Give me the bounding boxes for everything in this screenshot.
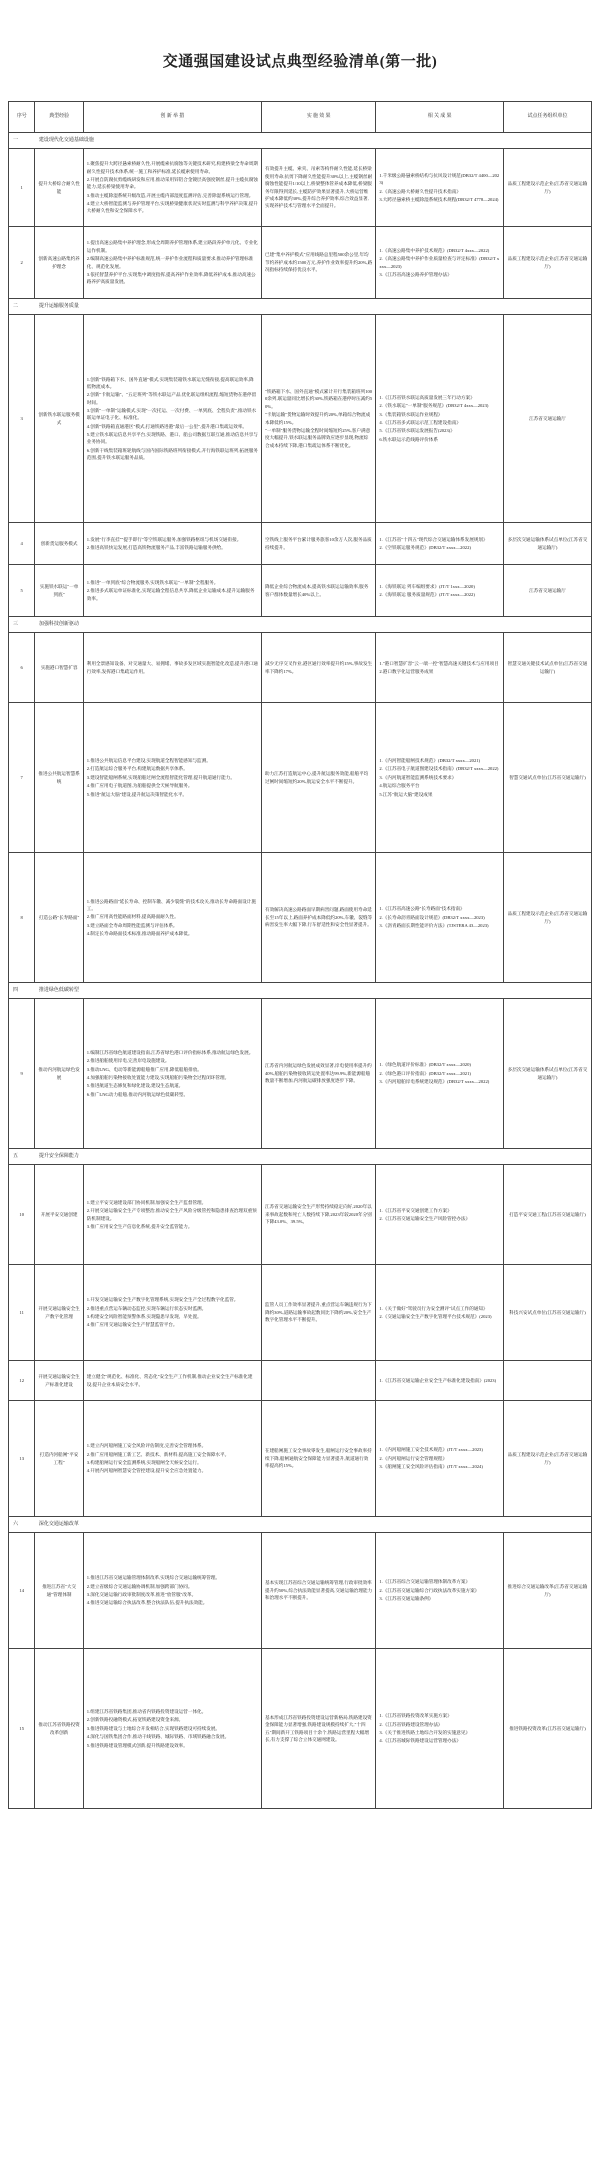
effect-item: 监管人员工作效率显著提升,重点营运车辆违规行为下降约30%,道路运输事故起数同比下降约20%,安全生产数字化管理水平不断提升。 <box>264 1302 372 1323</box>
organization <box>503 1361 591 1401</box>
measure-item: 1.聚焦提升大跨径悬索桥耐久性,开展缆索抗腐蚀等关键技术研究,构建桥梁全寿命周期耐久性提升技术体系,统一施工和养护标准,延长缆索使用寿命。 <box>86 161 258 174</box>
experience-name: 推进江苏省"大交通"管理体制 <box>35 1533 83 1649</box>
section-row <box>9 299 592 315</box>
table-row <box>9 999 592 1149</box>
measure-item: 1.推进公路路面"延长寿命、控制车辙、减少裂缝"的技术攻关,推动长寿命路面设计施工。 <box>86 898 256 911</box>
measure-item: 5.建立铁水联运信息共享平台,实现铁路、港口、船公司数据互联互通,推动信息共享与业务协同。 <box>86 432 258 445</box>
section-index: 四 <box>9 983 35 999</box>
measure-item: 1.推进江苏省交通运输管理体制改革,实现综合交通运输统筹管理。 <box>86 1575 221 1581</box>
organization: 品质工程建设示范企业(江苏省交通运输厅) <box>503 227 591 299</box>
section-label: 提升安全保障能力 <box>35 1149 592 1165</box>
organization: 智慧交通试点单位(江苏省交通运输厅) <box>503 703 591 853</box>
effect-cell <box>261 1265 375 1361</box>
measure-item: 2.推广应用高性能路面材料,提高路面耐久性。 <box>86 914 179 920</box>
organization: 品质工程建设示范企业(江苏省交通运输厅) <box>503 149 591 227</box>
experience-name: 推动内河航运绿色发展 <box>35 999 83 1149</box>
effect-item: 江苏省内河航运绿色发展成效显著,岸电使用率提升约40%,船舶污染物接收转运处置率达99.9%,新能源船舶数量不断增加,内河航运碳排放强度逐步下降。 <box>264 1063 372 1084</box>
section-index: 二 <box>9 299 35 315</box>
header-measures: 创 新 举 措 <box>83 102 261 133</box>
organization: 品质工程建设示范企业(江苏省交通运输厅) <box>503 1401 591 1517</box>
measure-item: 3.依托智慧养护平台,实现集中调度指挥,提高养护作业效率,降低养护成本,推动高速公路养护高质量发展。 <box>86 271 256 285</box>
result-item: 4.《江苏省城际铁路建设运营管理办法》 <box>379 1738 461 1744</box>
row-number: 11 <box>9 1265 35 1361</box>
measure-item: 6.推广LNG动力船舶,推动内河航运绿色低碳转型。 <box>86 1091 189 1097</box>
result-item: 3.《内河航道智能监测系统技术要求》 <box>379 774 457 780</box>
result-item: 2.《内河船闸运行安全管理规程》 <box>379 1455 448 1461</box>
effect-cell <box>261 315 375 523</box>
result-item: 2.《海铁联运 服务质量规范》(JT/T xxxx—2022) <box>379 592 475 597</box>
measure-item: 4.制定长寿命路面技术标准,推动路面养护成本降低。 <box>86 931 193 937</box>
measure-item: 2.推进重点营运车辆动态监控,实现车辆运行状态实时监测。 <box>86 1305 207 1311</box>
result-cell <box>376 315 504 523</box>
measure-item: 5.推进"航运大脑"建设,提升航运决策智能化水平。 <box>86 791 188 797</box>
measure-item: 4.开展内河船闸智慧安全管控建设,提升安全应急处置能力。 <box>86 1468 207 1474</box>
measure-item: 1.建立平安交通建设部门协同机制,加强安全生产监督管理。 <box>86 1199 207 1205</box>
measure-item: 1.提出高速公路集中养护理念,形成全周期养护管理体系,建立路段养护单元化、专业化运作机制。 <box>86 240 258 253</box>
effect-item: 空铁线上服务平台累计服务旅客10余万人次,服务品质持续提升。 <box>264 537 372 550</box>
table-row <box>9 1649 592 1809</box>
organization: 江苏省交通运输厅 <box>503 315 591 523</box>
table-row <box>9 703 592 853</box>
section-row <box>9 133 592 149</box>
header-results: 相 关 成 果 <box>376 102 504 133</box>
measure-cell <box>83 1361 261 1401</box>
result-item: 1.《江苏省高速公路"长寿路面"技术指南》 <box>379 906 465 912</box>
effect-cell <box>261 1401 375 1517</box>
row-number: 9 <box>9 999 35 1149</box>
organization: 推进综合交通运输改革(江苏省交通运输厅) <box>503 1533 591 1649</box>
result-item: 3.《集装箱铁水联运作业规程》 <box>379 411 443 417</box>
measure-item: 3.推广应用安全生产信息化系统,提升安全监管能力。 <box>86 1223 193 1229</box>
result-item: 3.《江苏省交通运输条例》 <box>379 1596 434 1602</box>
section-row <box>9 617 592 633</box>
measure-item: 3.构建安全风险智能预警体系,实现隐患早发现、早处置。 <box>86 1314 202 1319</box>
row-number: 12 <box>9 1361 35 1401</box>
result-item: 3.《江苏省高速公路养护管理办法》 <box>379 271 452 277</box>
section-row <box>9 1149 592 1165</box>
row-number: 10 <box>9 1165 35 1265</box>
measure-item: 3.推动LNG、电动等新能源船舶推广应用,降低船舶排放。 <box>86 1066 202 1072</box>
result-item: 1.《江苏省铁水联运高质量发展三年行动方案》 <box>379 394 475 400</box>
result-item: 3.《船闸施工安全风险评估指南》(JT/T xxxx—2024) <box>379 1464 483 1470</box>
effect-item: "铁路箱下水、国外直通"模式累计开行集装箱班列1000余列,联运量同比增长约30%,铁路箱在港停时压减约50%。 <box>264 389 373 409</box>
measure-item: 2.编制高速公路集中养护标准规范,统一养护作业流程和质量要求,推动养护管理标准化、规范化发展。 <box>86 256 254 269</box>
measure-cell <box>83 565 261 617</box>
result-item: 1.《内河船闸施工安全技术规范》(JT/T xxxx—2023) <box>379 1447 483 1453</box>
measure-cell <box>83 149 261 227</box>
measure-item: 1.编制江苏省绿色航道建设指南,江苏省绿色港口评价指标体系,推动航运绿色发展。 <box>86 1049 254 1055</box>
result-item: 3.《内河船舶岸电系统建设规范》(DB32/T xxxx—2022) <box>379 1079 490 1085</box>
result-cell <box>376 565 504 617</box>
section-row <box>9 983 592 999</box>
measure-cell <box>83 227 261 299</box>
measure-cell <box>83 999 261 1149</box>
result-item: 5.《江苏省铁水联运发展报告(2023)》 <box>379 428 455 434</box>
measure-item: 2.推进高铁快运发展,打造高铁物流服务产品,丰富铁路运输服务供给。 <box>86 545 226 550</box>
measure-item: 4.加强船舶污染物接收处置能力建设,实现船舶污染物全过程闭环管理。 <box>86 1075 230 1080</box>
measure-item: 5.推进航道生态修复和绿化建设,建设生态航道。 <box>86 1083 184 1089</box>
row-number: 13 <box>9 1401 35 1517</box>
organization: 智慧交通关键技术试点单位(江苏省交通运输厅) <box>503 633 591 703</box>
header-organization: 试点任务组织单位 <box>503 102 591 133</box>
table-row <box>9 523 592 565</box>
experience-name: 开展平安交通创建 <box>35 1165 83 1265</box>
measure-cell <box>83 1265 261 1361</box>
table-row <box>9 227 592 299</box>
measure-item: 1.推进"一单到底"综合物流服务,实现铁水联运"一单制"全程服务。 <box>86 579 219 585</box>
experience-name: 提升大桥综合耐久性能 <box>35 149 83 227</box>
measure-item: 6.创新干线集装箱班轮航线与国内国际铁路班列衔接模式,开行海铁联运班列,拓展服务范围,提升铁水联运服务品质。 <box>86 447 258 461</box>
experience-name: 创新高速公路集约养护理念 <box>35 227 83 299</box>
measure-item: 4.建立大桥智能监测与养护管理平台,实现桥梁健康状况实时监测与科学养护决策,提升大桥耐久性和安全保障水平。 <box>86 201 258 214</box>
result-cell <box>376 999 504 1149</box>
effect-item: 基本形成江苏省铁路投资建设运营新格局,铁路建设资金保障能力显著增强,铁路建设规模持续扩大,"十四五"期间新开工铁路项目十余个,铁路运营里程大幅增长,有力支撑了综合立体交通网建设。 <box>264 1714 372 1742</box>
measure-cell <box>83 523 261 565</box>
result-item: 1.《绿色航道评价标准》(DB32/T xxxx—2020) <box>379 1062 471 1068</box>
section-index: 六 <box>9 1517 35 1533</box>
effect-cell <box>261 227 375 299</box>
result-item: 1.《江苏省交通运输企业安全生产标准化建设指南》(2023) <box>379 1377 497 1383</box>
organization: 科技兴安试点单位(江苏省交通运输厅) <box>503 1265 591 1361</box>
table-row <box>9 633 592 703</box>
table-row <box>9 1401 592 1517</box>
section-row <box>9 1517 592 1533</box>
measure-cell <box>83 1165 261 1265</box>
measure-item: 3.推动主缆除湿系统升级改造,开展主缆内部湿度监测评估,完善除湿系统运行管理。 <box>86 192 254 198</box>
effect-item: 在建船闸施工安全事故零发生,船闸运行安全事故率持续下降,船闸通航安全保障能力显著提升,航道通行效率提高约15%。 <box>264 1448 372 1469</box>
table-row <box>9 565 592 617</box>
section-index: 三 <box>9 617 35 633</box>
result-item: 2.《江苏省电子航道图建设技术指南》(DB32/T xxxx—2022) <box>379 766 499 772</box>
result-item: 2.《高速公路大桥耐久性提升技术指南》 <box>379 188 461 194</box>
measure-item: 4.深化与国铁集团合作,推动干线铁路、城际铁路、市域铁路融合发展。 <box>86 1734 230 1740</box>
result-item: 1.《关于做好"驾驶员行为安全测评"试点工作的通知》 <box>379 1305 488 1311</box>
effect-cell <box>261 853 375 983</box>
measure-item: 3.创新"一单制"运输模式,实现"一次托运、一次付费、一单到底、全程负责",推动铁水联运单证电子化、标准化。 <box>86 407 257 421</box>
experience-name: 推进公共航运智慧系统 <box>35 703 83 853</box>
experience-name: 打造公路"长寿路面" <box>35 853 83 983</box>
row-number: 7 <box>9 703 35 853</box>
row-number: 14 <box>9 1533 35 1649</box>
row-number: 2 <box>9 227 35 299</box>
result-item: 1.《海铁联运 列车编组要求》(JT/T 1xxx—2020) <box>379 583 475 589</box>
experience-name: 打造内河船闸"平安工程" <box>35 1401 83 1517</box>
effect-cell <box>261 1649 375 1809</box>
measure-item: 4.推广应用交通运输安全生产智慧监管平台。 <box>86 1322 178 1328</box>
measure-item: 2.推进多式联运单证标准化,实现运输全程信息共享,降低企业运输成本,提升运输服务效率。 <box>86 588 255 601</box>
result-item: 3.大跨径悬索桥主缆除湿系统技术规程(DB32/T 4778—2024) <box>379 196 499 202</box>
header-effects: 实 施 效 果 <box>261 102 375 133</box>
result-item: 2.《江苏省铁路建设管理办法》 <box>379 1721 443 1727</box>
experience-name: 实施铁水联运"一单到底" <box>35 565 83 617</box>
measure-item: 3.建立路面全寿命周期性能监测与评估体系。 <box>86 922 178 928</box>
row-number: 3 <box>9 315 35 523</box>
result-item: 2.《长寿命沥青路面设计规范》(DB32/T xxxx—2023) <box>379 914 485 920</box>
measure-cell <box>83 633 261 703</box>
result-item: 3.《关于推进铁路土地综合开发的实施意见》 <box>379 1730 471 1735</box>
measure-item: 3.推进铁路建设与土地综合开发相结合,实现铁路建设可持续发展。 <box>86 1725 221 1731</box>
result-item: 6.铁水联运示范线路评价体系 <box>379 436 438 442</box>
effect-item: 有效解决高速公路路面早期病害问题,路面使用寿命延长至15年以上,路面养护成本降低约20%,车辙、裂缝等病害发生率大幅下降,行车舒适性和安全性显著提升。 <box>264 907 373 928</box>
effect-cell <box>261 1165 375 1265</box>
result-cell <box>376 1165 504 1265</box>
result-item: 1.《内河智能船闸技术规范》(DB32/T xxxx—2021) <box>379 758 481 764</box>
measure-item: 2.建立省级综合交通运输协调机制,加强跨部门协同。 <box>86 1583 193 1589</box>
section-label: 加强科技创新驱动 <box>35 617 592 633</box>
row-number: 6 <box>9 633 35 703</box>
result-cell <box>376 523 504 565</box>
organization: 多层次交通运输体系试点单位(江苏省交通运输厅) <box>503 999 591 1149</box>
result-cell <box>376 853 504 983</box>
result-item: 3.《沥青路面长期性能评价方法》(TJSTERA 43—2023) <box>379 923 489 929</box>
result-item: 1.《江苏省"十四五"现代综合交通运输体系发展规划》 <box>379 536 488 542</box>
measure-item: 3.构建船闸运行安全监测系统,实现船闸全天候安全运行。 <box>86 1460 202 1465</box>
effect-cell <box>261 565 375 617</box>
section-label: 建设现代化交通基础设施 <box>35 133 592 149</box>
measure-item: 4.推广应用电子航道图,为船舶提供全天候导航服务。 <box>86 783 193 789</box>
result-item: 5.江苏"航运大脑"建设成果 <box>379 791 433 797</box>
result-item: 1.《江苏省综合交通运输管理体制改革方案》 <box>379 1579 471 1585</box>
result-cell <box>376 703 504 853</box>
table-row <box>9 1533 592 1649</box>
result-item: 2.《铁水联运"一单制"服务规范》(DB32/T 4xxx—2023) <box>379 403 489 409</box>
experience-name: 创新货运服务模式 <box>35 523 83 565</box>
experience-name: 创新铁水联运服务模式 <box>35 315 83 523</box>
header-experience: 典型经验 <box>35 102 83 133</box>
table-header-row <box>9 102 592 133</box>
effect-cell <box>261 1361 375 1401</box>
result-item: 4.《江苏省多式联运示范工程建设指南》 <box>379 420 461 425</box>
measure-item: 3.建设智能船闸系统,实现船舶过闸全流程智能化管理,提升航道通行能力。 <box>86 774 235 780</box>
header-index: 序号 <box>9 102 35 133</box>
effect-item: 有效提升主缆、索夹、吊索等构件耐久性能,延长桥梁使用寿命,抗剪下降耐久性能提升30%以上,主缆钢丝耐腐蚀性能提升1/10以上,桥梁整体管养成本降低,桥梁服务年限得到延长,主缆防护效果显著提升,大桥运营维护成本降低约30%,提升综合养护效率,综合效益显著,实现养护技术与管理水平全面提升。 <box>264 166 373 209</box>
measure-cell <box>83 315 261 523</box>
effect-cell <box>261 633 375 703</box>
measure-item: 2.开展自防腐抗剪缆线研发和应用,推动采用锌铝合金镀层高强度钢丝,提升主缆抗腐蚀能力,延长桥梁使用寿命。 <box>86 176 258 190</box>
row-number: 4 <box>9 523 35 565</box>
organization: 多层次交通运输体系试点单位(江苏省交通运输厅) <box>503 523 591 565</box>
measure-cell <box>83 1533 261 1649</box>
effect-cell <box>261 149 375 227</box>
experience-name: 开展交通运输安全生产标准化建设 <box>35 1361 83 1401</box>
result-item: 2.《绿色港口评价指南》(DB32/T xxxx—2021) <box>379 1070 471 1076</box>
result-cell <box>376 633 504 703</box>
table-row <box>9 1165 592 1265</box>
row-number: 5 <box>9 565 35 617</box>
measure-item: 1.发展"行李直挂""提手即行"等空铁联运服务,加强铁路枢纽与机场交通衔接。 <box>86 536 242 542</box>
effect-item: 助力江苏打造航运中心,提升航运服务效能,船舶平均过闸时间缩短约20%,航运安全水平不断提升。 <box>264 771 369 784</box>
page-title: 交通强国建设试点典型经验清单(第一批) <box>162 54 438 70</box>
table-row <box>9 853 592 983</box>
organization: 打造平安交通工程(江苏省交通运输厅) <box>503 1165 591 1265</box>
measure-item: 1.开发交通运输安全生产数字化管理系统,实现安全生产全过程数字化监管。 <box>86 1297 239 1303</box>
measure-item: 2.推进船舶使用岸电,完善岸电设施建设。 <box>86 1058 170 1064</box>
row-number: 15 <box>9 1649 35 1809</box>
section-label: 提升运输服务质量 <box>35 299 592 315</box>
organization: 品质工程建设示范企业(江苏省交通运输厅) <box>503 853 591 983</box>
measure-item: 4.推进交通运输综合执法改革,整合执法队伍,提升执法效能。 <box>86 1600 208 1606</box>
measure-item: 建立健全"规范化、标准化、常态化"安全生产工作机制,推动企业安全生产标准化建设,提升企业本质安全水平。 <box>86 1374 253 1387</box>
result-cell <box>376 1361 504 1401</box>
experience-name: 推动江苏省铁路投资改革创新 <box>35 1649 83 1809</box>
result-cell <box>376 1533 504 1649</box>
measure-item: 2.推广应用船闸施工新工艺、新技术、新材料,提高施工安全保障水平。 <box>86 1451 230 1457</box>
table-body <box>9 133 592 1809</box>
result-item: 1.千米级公路悬索桥结构与抗风设计规范(DB32/T 4400—2023) <box>379 172 500 186</box>
result-item: 2.《交通运输安全生产数字化管理平台技术规范》(2023) <box>379 1314 492 1319</box>
effect-item: 已建"集中养护模式"应用线路总里程500余公里,年均节约养护成本约1500万元,养护作业效率提升约20%,路况指标持续保持优良水平。 <box>264 252 373 273</box>
result-item: 1.《高速公路集中养护技术规范》(DB32/T 4xxx—2022) <box>379 247 490 253</box>
measure-item: 1.建立内河船闸施工安全风险评估制度,完善安全管理体系。 <box>86 1443 207 1449</box>
effect-cell <box>261 999 375 1149</box>
effect-cell <box>261 523 375 565</box>
table-row <box>9 1265 592 1361</box>
result-item: 1.《江苏省平安交通创建工作方案》 <box>379 1207 452 1213</box>
result-cell <box>376 149 504 227</box>
measure-item: 4.创新"铁路箱直通港区"模式,打通铁路进港"最后一公里",提升港口集疏运效率。 <box>86 423 248 429</box>
experience-table <box>8 101 592 1809</box>
effect-item: 降低企业综合物流成本,提高铁水联运运输效率,服务客户群体数量增长40%以上。 <box>264 584 369 597</box>
measure-cell <box>83 1649 261 1809</box>
table-row <box>9 315 592 523</box>
measure-item: 3.深化交通运输行政审批制度改革,推进"放管服"改革。 <box>86 1592 197 1597</box>
result-cell <box>376 227 504 299</box>
section-label: 深化交通运输改革 <box>35 1517 592 1533</box>
result-cell <box>376 1401 504 1517</box>
measure-item: 2.创新"卡航运输"、"五定班列"等铁水联运产品,优化联运组织流程,缩短货物在港停留时间。 <box>86 392 257 405</box>
measure-item: 2.开展交通运输安全生产专项整治,推动安全生产风险分级管控和隐患排查治理双重预防机制建设。 <box>86 1208 257 1221</box>
effect-item: "一单制"服务货物运输全程时间缩短约25%,客户满意度大幅提升,铁水联运服务品牌效应逐步显现,物流综合成本持续下降,港口集疏运体系不断优化。 <box>264 427 371 448</box>
measure-item: 1.创新"铁路箱下水、国外直通"模式,实现集装箱铁水联运无缝衔接,提高联运效率,降低物流成本。 <box>86 376 254 389</box>
effect-item: 减少无序交叉作业,港区通行效率提升约15%,事故发生率下降约17%。 <box>264 661 373 674</box>
result-item: 2.《空铁联运服务规范》(DB32/T xxxx—2022) <box>379 545 471 550</box>
effect-item: 基本实现江苏省综合交通运输统筹管理,行政审批效率提升约50%,综合执法效能显著提高,交通运输治理能力和治理水平不断提升。 <box>264 1580 373 1601</box>
measure-cell <box>83 703 261 853</box>
result-cell <box>376 1649 504 1809</box>
effect-cell <box>261 1533 375 1649</box>
measure-cell <box>83 853 261 983</box>
effect-item: "卡航运输"货物运输时效提升约20%,单箱综合物流成本降低约15%。 <box>264 412 371 425</box>
result-item: 1.《江苏省铁路投资改革实施方案》 <box>379 1713 452 1719</box>
experience-name: 开展交通运输安全生产数字化管理 <box>35 1265 83 1361</box>
measure-item: 2.创新铁路投融资模式,拓宽铁路建设资金来源。 <box>86 1717 184 1723</box>
table-row <box>9 1361 592 1401</box>
result-item: 2.《江苏省交通运输安全生产风险管控办法》 <box>379 1216 471 1221</box>
measure-item: 1.组建江苏省铁路集团,推动省内铁路投资建设运营一体化。 <box>86 1709 207 1715</box>
result-item: 2.《高速公路集中养护作业质量检查与评定标准》(DB32/T xxxx—2023) <box>379 256 500 269</box>
measure-item: 2.打造航运综合服务平台,构建航运数据共享体系。 <box>86 766 188 772</box>
result-item: 2.港口数字化运营服务成果 <box>379 669 434 674</box>
measure-item: 利用全景感知设备、对交通量大、易拥堵、事故多发区域实施智能化改造,提升港口通行效率,发挥港口集疏运作用。 <box>86 661 258 674</box>
result-item: 1."港口智慧扩容"云一端一控"智慧高速关键技术与应用项目 <box>379 660 499 666</box>
measure-cell <box>83 1401 261 1517</box>
effect-item: 江苏省交通运输安全生产形势持续稳定向好,2020年以来事故起数和死亡人数持续下降,2023年较2020年分别下降43.0%、39.5%。 <box>264 1204 372 1225</box>
section-index: 一 <box>9 133 35 149</box>
section-index: 五 <box>9 1149 35 1165</box>
measure-item: 1.推进公共航运信息平台建设,实现航道全程智能感知与监测。 <box>86 758 211 764</box>
result-item: 2.《江苏省交通运输综合行政执法改革实施方案》 <box>379 1587 480 1593</box>
result-cell <box>376 1265 504 1361</box>
effect-cell <box>261 703 375 853</box>
row-number: 8 <box>9 853 35 983</box>
table-row <box>9 149 592 227</box>
experience-name: 实施港口智慧扩容 <box>35 633 83 703</box>
section-label: 推进绿色低碳转型 <box>35 983 592 999</box>
measure-item: 5.推进铁路建设管理模式创新,提升铁路建设效率。 <box>86 1742 188 1748</box>
organization: 江苏省交通运输厅 <box>503 565 591 617</box>
document-page <box>8 0 592 1809</box>
organization: 推进铁路投资改革(江苏省交通运输厅) <box>503 1649 591 1809</box>
row-number: 1 <box>9 149 35 227</box>
result-item: 4.航运综合服务平台 <box>379 783 420 789</box>
